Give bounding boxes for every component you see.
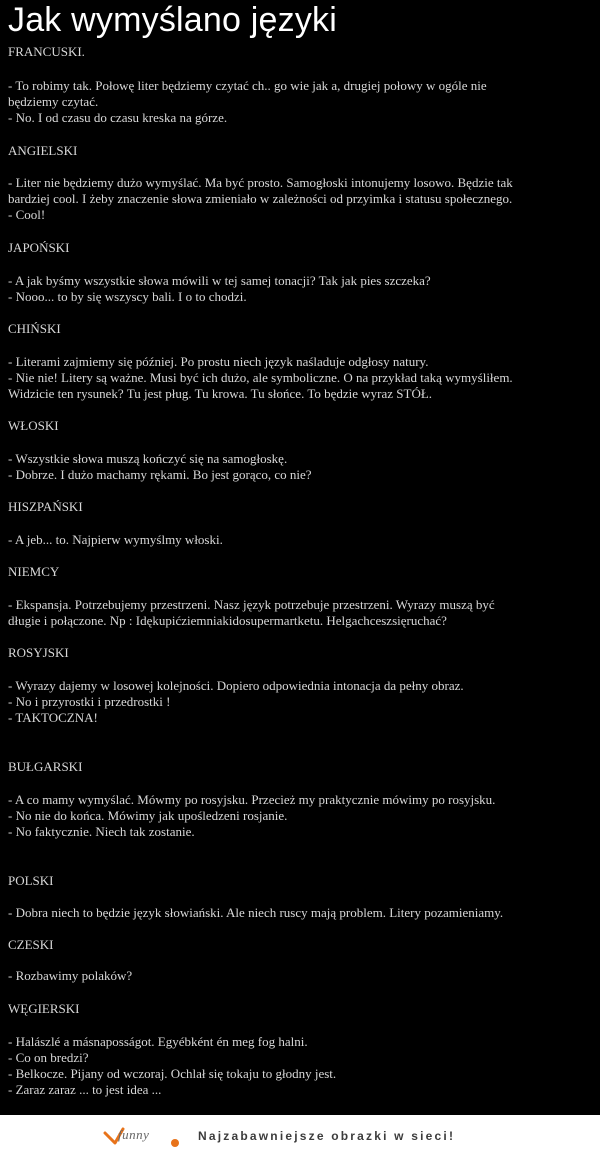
text-line: - Cool! <box>8 207 46 222</box>
section-text-japonski <box>8 273 588 305</box>
text-line: - Nie nie! Litery są ważne. Musi być ich dużo, ale symboliczne. O na przykład taką wymyśliłem. <box>8 370 513 385</box>
section-text-bulgarski <box>8 792 588 840</box>
text-line: - A co mamy wymyślać. Mówmy po rosyjsku. Przecież my praktycznie mówimy po rosyjsku. <box>8 792 496 807</box>
footer-banner <box>0 1115 600 1158</box>
text-line: Widzicie ten rysunek? Tu jest pług. Tu krowa. Tu słońce. To będzie wyraz STÓŁ. <box>8 386 433 401</box>
text-line: - Ekspansja. Potrzebujemy przestrzeni. Nasz język potrzebuje przestrzeni. Wyrazy muszą być <box>8 597 495 612</box>
section-heading-francuski: FRANCUSKI. <box>8 44 85 59</box>
text-line: - No. I od czasu do czasu kreska na górze. <box>8 110 228 125</box>
section-text-wegierski <box>8 1034 588 1098</box>
section-heading-wloski: WŁOSKI <box>8 418 59 433</box>
text-line: bardziej cool. I żeby znaczenie słowa zmieniało w zależności od przyimka i statusu społecznego. <box>8 191 513 206</box>
text-line: - Belkocze. Pijany od wczoraj. Ochlał się tokaju to głodny jest. <box>8 1066 337 1081</box>
text-line: - Halászlé a másnaposságot. Egyébként én meg fog halni. <box>8 1034 308 1049</box>
page-title: Jak wymyślano języki <box>8 1 337 39</box>
text-line: będziemy czytać. <box>8 94 99 109</box>
section-text-francuski <box>8 78 588 126</box>
section-heading-wegierski: WĘGIERSKI <box>8 1001 80 1016</box>
section-heading-bulgarski: BUŁGARSKI <box>8 759 83 774</box>
section-text-czeski <box>8 968 588 984</box>
section-heading-czeski: CZESKI <box>8 937 54 952</box>
text-line: - Zaraz zaraz ... to jest idea ... <box>8 1082 162 1097</box>
footer-tagline: Najzabawniejsze obrazki w sieci! <box>198 1129 456 1143</box>
logo-text[interactable]: funny <box>118 1127 150 1142</box>
text-line: - Nooo... to by się wszyscy bali. I o to chodzi. <box>8 289 247 304</box>
section-text-angielski <box>8 175 588 223</box>
text-line: - Wyrazy dajemy w losowej kolejności. Dopiero odpowiednia intonacja da pełny obraz. <box>8 678 464 693</box>
section-text-hiszpanski <box>8 532 588 548</box>
section-text-chinski <box>8 354 588 402</box>
section-text-wloski <box>8 451 588 483</box>
text-line: - A jak byśmy wszystkie słowa mówili w tej samej tonacji? Tak jak pies szczeka? <box>8 273 431 288</box>
text-line: - A jeb... to. Najpierw wymyślmy włoski. <box>8 532 223 547</box>
text-line: - TAKTOCZNA! <box>8 710 98 725</box>
section-text-niemcy <box>8 597 588 629</box>
text-line: - No i przyrostki i przedrostki ! <box>8 694 171 709</box>
section-heading-hiszpanski: HISZPAŃSKI <box>8 499 83 514</box>
text-line: - No faktycznie. Niech tak zostanie. <box>8 824 195 839</box>
section-heading-japonski: JAPOŃSKI <box>8 240 70 255</box>
text-line: - Literami zajmiemy się później. Po prostu niech język naśladuje odgłosy natury. <box>8 354 429 369</box>
text-line: - Dobrze. I dużo machamy rękami. Bo jest gorąco, co nie? <box>8 467 312 482</box>
section-text-rosyjski <box>8 678 588 726</box>
text-line: - Rozbawimy polaków? <box>8 968 133 983</box>
text-line: - Liter nie będziemy dużo wymyślać. Ma być prosto. Samogłoski intonujemy losowo. Będzie tak <box>8 175 513 190</box>
section-heading-angielski: ANGIELSKI <box>8 143 78 158</box>
section-heading-chinski: CHIŃSKI <box>8 321 61 336</box>
section-heading-rosyjski: ROSYJSKI <box>8 645 69 660</box>
text-line: długie i połączone. Np : Idękupićziemniakidosupermartketu. Helgachceszsięruchać? <box>8 613 447 628</box>
section-heading-niemcy: NIEMCY <box>8 564 60 579</box>
text-line: - To robimy tak. Połowę liter będziemy czytać ch.. go wie jak a, drugiej połowy w ogóle nie <box>8 78 487 93</box>
text-line: - Co on bredzi? <box>8 1050 89 1065</box>
text-line: - Wszystkie słowa muszą kończyć się na samogłoskę. <box>8 451 288 466</box>
section-text-polski <box>8 905 588 921</box>
section-heading-polski: POLSKI <box>8 873 54 888</box>
text-line: - No nie do końca. Mówimy jak upośledzeni rosjanie. <box>8 808 288 823</box>
text-line: - Dobra niech to będzie język słowiański. Ale niech ruscy mają problem. Litery pozamieniamy. <box>8 905 504 920</box>
